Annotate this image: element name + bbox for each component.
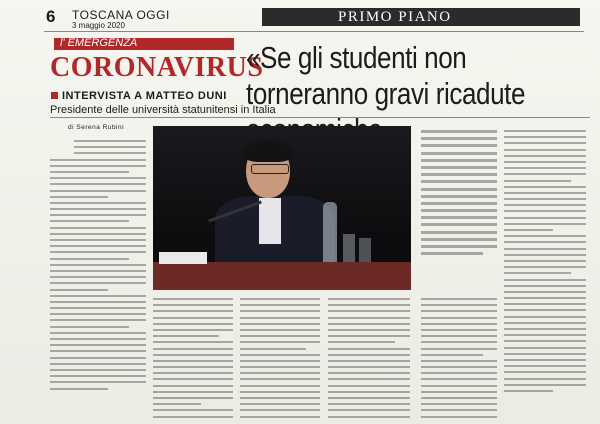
text-column-1: [50, 140, 146, 394]
text-column-4: [328, 298, 410, 422]
headline-rule: [50, 117, 590, 118]
byline: di Serena Rubini: [68, 124, 125, 131]
page-number: 6: [46, 7, 56, 26]
pull-quote-column: [421, 130, 497, 259]
text-column-5: [421, 298, 497, 422]
section-banner: PRIMO PIANO: [262, 8, 580, 26]
text-column-right: [504, 130, 586, 396]
topic-title: CORONAVIRUS: [50, 52, 264, 83]
interview-photo: [153, 126, 411, 290]
headline: «Se gli studenti non torneranno gravi ricadute: [246, 40, 526, 111]
text-column-3: [240, 298, 320, 422]
kicker: l' EMERGENZA: [60, 37, 138, 49]
issue-date: 3 maggio 2020: [72, 21, 125, 30]
text-column-2: [153, 298, 233, 422]
newspaper-name: TOSCANA OGGI: [72, 8, 170, 22]
subhead: Presidente delle università statunitensi in Italia: [50, 104, 276, 116]
interview-label: INTERVISTA A MATTEO DUNI: [62, 90, 227, 102]
header-rule: [44, 31, 584, 32]
